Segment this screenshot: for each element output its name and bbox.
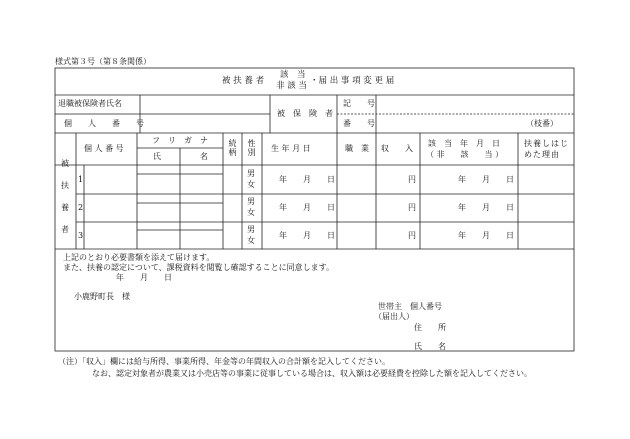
header-applicable-date-2: （ 非 該 当 ） — [426, 150, 504, 159]
header-income: 収 入 — [381, 144, 413, 153]
header-furigana: フ リ ガ ナ — [152, 136, 208, 145]
dependent-row-header — [60, 160, 70, 248]
form-id: 様式第３号（第８条関係） — [55, 57, 151, 66]
header-name-family: 氏 — [153, 152, 161, 161]
header-applicable-date-1: 該 当 年 月 日 — [428, 139, 500, 148]
row-2-income-unit: 円 — [408, 203, 416, 212]
declaration-line-2: また、扶養の認定について、課税資料を閲覧し確認することに同意します。 — [63, 263, 335, 272]
header-personal-number: 個 人 番 号 — [84, 144, 124, 153]
number-field[interactable] — [378, 119, 518, 131]
retired-name-label: 退職被保険者氏名 — [58, 99, 122, 108]
row-2-female: 女 — [247, 208, 255, 217]
symbol-field[interactable] — [378, 100, 568, 112]
branch-number-label: （枝番） — [526, 119, 558, 128]
dependent-row-header-c3: 養 — [61, 203, 69, 212]
retired-name-field[interactable] — [142, 100, 267, 112]
row-1-income-unit: 円 — [408, 175, 416, 184]
row-1-female: 女 — [247, 180, 255, 189]
row-1-male: 男 — [247, 169, 255, 178]
row-3-number: 3 — [78, 231, 84, 240]
addressee: 小鹿野町長 様 — [74, 292, 130, 301]
header-sex: 性別 — [247, 139, 256, 157]
title-gai-bottom: 非 該 当 — [276, 81, 307, 91]
header-birthdate: 生 年 月 日 — [271, 144, 311, 153]
number-label: 番 号 — [343, 119, 375, 128]
note-1: （注）「収入」欄には給与所得、事業所得、年金等の年間収入の合計額を記入してください。 — [58, 357, 390, 366]
row-1-number: 1 — [78, 175, 84, 184]
dependent-row-header-c1: 被 — [61, 159, 69, 168]
row-2-number: 2 — [78, 203, 84, 212]
title-gai-top: 該 当 — [280, 70, 306, 80]
row-2-birth: 年 月 日 — [279, 203, 335, 212]
insured-label: 被 保 険 者 — [277, 109, 333, 118]
dependent-row-header-c4: 者 — [61, 225, 69, 234]
notifier-label: （届出人） — [374, 312, 414, 321]
address-label: 住 所 — [414, 323, 446, 332]
row-3-male: 男 — [247, 225, 255, 234]
note-2: なお、認定対象者が農業又は小売店等の事業に従事している場合は、収入額は必要経費を控除した額を記入してください。 — [92, 369, 532, 378]
symbol-label: 記 号 — [343, 99, 375, 108]
personal-number-label: 個 人 番 号 — [64, 119, 144, 128]
householder-label: 世帯主 個人番号 — [378, 302, 442, 311]
personal-number-field[interactable] — [142, 119, 267, 131]
dependent-row-header-c2: 扶 — [61, 181, 69, 190]
row-2-male: 男 — [247, 197, 255, 206]
row-3-birth: 年 月 日 — [279, 231, 335, 240]
header-reason-2: めた理由 — [524, 150, 560, 159]
header-relation: 続柄 — [228, 139, 237, 157]
header-occupation: 職 業 — [345, 144, 369, 153]
declaration-date: 年 月 日 — [116, 273, 172, 282]
row-2-date: 年 月 日 — [458, 203, 514, 212]
declaration-line-1: 上記のとおり必要書類を添えて届けます。 — [63, 253, 215, 262]
row-3-income-unit: 円 — [408, 231, 416, 240]
row-1-date: 年 月 日 — [458, 175, 514, 184]
row-3-date: 年 月 日 — [458, 231, 514, 240]
title-part1: 被 扶 養 者 — [222, 76, 265, 86]
header-reason-1: 扶養しはじ — [524, 139, 569, 148]
row-1-birth: 年 月 日 — [279, 175, 335, 184]
name-label: 氏 名 — [414, 342, 446, 351]
header-name-given: 名 — [200, 152, 208, 161]
row-3-female: 女 — [247, 236, 255, 245]
title-part2: ・届 出 事 項 変 更 届 — [310, 76, 395, 86]
